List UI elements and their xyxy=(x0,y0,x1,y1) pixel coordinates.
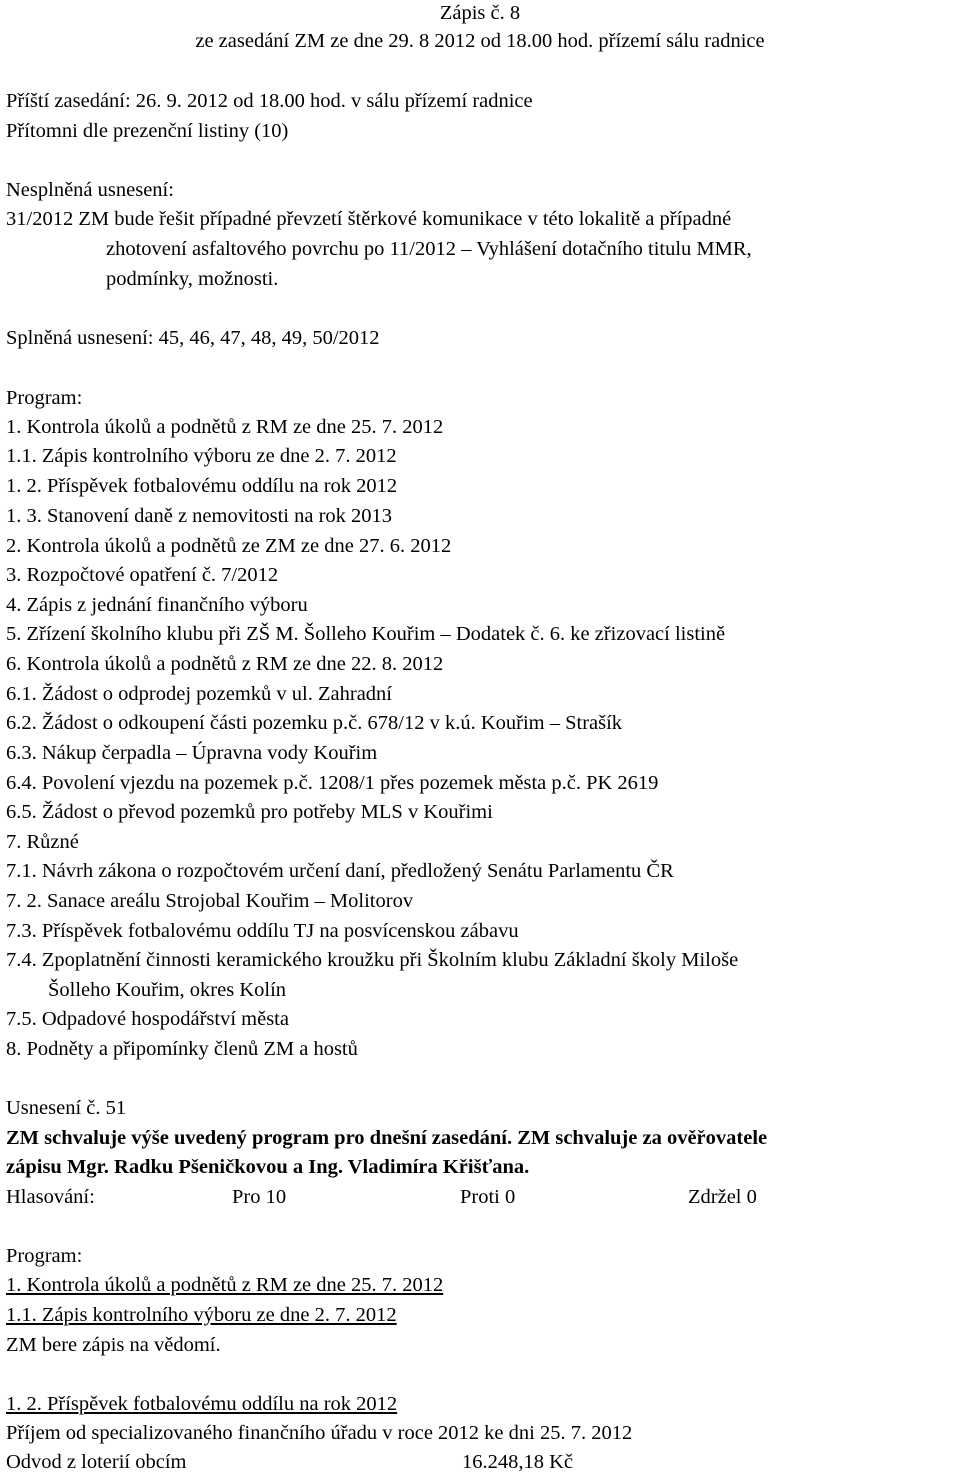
program-item: 2. Kontrola úkolů a podnětů ze ZM ze dne 27. 6. 2012 xyxy=(6,535,452,557)
vote-abstain: Zdržel 0 xyxy=(688,1186,757,1208)
vote-pro: Pro 10 xyxy=(232,1186,287,1208)
program-item: 1. 3. Stanovení daně z nemovitosti na rok 2013 xyxy=(6,505,393,527)
resolution-text: ZM schvaluje výše uvedený program pro dnešní zasedání. ZM schvaluje za ověřovatele xyxy=(6,1127,768,1149)
document-title: Zápis č. 8 xyxy=(439,2,521,24)
program-item-continued: Šolleho Kouřim, okres Kolín xyxy=(48,979,287,1001)
program-item: 6.4. Povolení vjezdu na pozemek p.č. 1208/1 přes pozemek města p.č. PK 2619 xyxy=(6,772,659,794)
program-item: 7.4. Zpoplatnění činnosti keramického kroužku při Školním klubu Základní školy Miloše xyxy=(6,949,739,971)
program2-label: Program: xyxy=(6,1245,83,1267)
unfulfilled-line: 31/2012 ZM bude řešit případné převzetí štěrkové komunikace v této lokalitě a případné xyxy=(6,208,732,230)
program-item: 6.2. Žádost o odkoupení části pozemku p.č. 678/12 v k.ú. Kouřim – Strašík xyxy=(6,712,623,734)
next-meeting: Příští zasedání: 26. 9. 2012 od 18.00 hod. v sálu přízemí radnice xyxy=(6,90,533,112)
program-item: 6.5. Žádost o převod pozemků pro potřeby MLS v Kouřimi xyxy=(6,801,493,823)
program-item: 7.3. Příspěvek fotbalovému oddílu TJ na posvícenskou zábavu xyxy=(6,920,519,942)
program-item: 1. Kontrola úkolů a podnětů z RM ze dne 25. 7. 2012 xyxy=(6,416,444,438)
program-item: 5. Zřízení školního klubu při ZŠ M. Šolleho Kouřim – Dodatek č. 6. ke zřizovací listině xyxy=(6,623,726,645)
program2-item: 1. 2. Příspěvek fotbalovému oddílu na rok 2012 xyxy=(6,1393,398,1415)
resolution-label: Usnesení č. 51 xyxy=(6,1097,127,1119)
program-item: 7.1. Návrh zákona o rozpočtovém určení daní, předložený Senátu Parlamentu ČR xyxy=(6,860,674,882)
program-item: 3. Rozpočtové opatření č. 7/2012 xyxy=(6,564,279,586)
program-item: 7.5. Odpadové hospodářství města xyxy=(6,1008,289,1030)
resolution-text: zápisu Mgr. Radku Pšeničkovou a Ing. Vladimíra Křišťana. xyxy=(6,1156,530,1178)
unfulfilled-line: podmínky, možnosti. xyxy=(106,268,279,290)
program-item: 1. 2. Příspěvek fotbalovému oddílu na rok 2012 xyxy=(6,475,398,497)
program2-note: ZM bere zápis na vědomí. xyxy=(6,1334,221,1356)
lottery-value: 16.248,18 Kč xyxy=(462,1451,574,1473)
vote-label: Hlasování: xyxy=(6,1186,95,1208)
document-subtitle: ze zasedání ZM ze dne 29. 8 2012 od 18.00 hod. přízemí sálu radnice xyxy=(195,30,765,52)
program-item: 7. Různé xyxy=(6,831,79,853)
program-item: 6.3. Nákup čerpadla – Úpravna vody Kouřim xyxy=(6,742,378,764)
program-item: 8. Podněty a připomínky členů ZM a hostů xyxy=(6,1038,358,1060)
program2-item: 1.1. Zápis kontrolního výboru ze dne 2. 7. 2012 xyxy=(6,1304,397,1326)
program-item: 6. Kontrola úkolů a podnětů z RM ze dne 22. 8. 2012 xyxy=(6,653,444,675)
program2-income: Příjem od specializovaného finančního úřadu v roce 2012 ke dni 25. 7. 2012 xyxy=(6,1422,633,1444)
fulfilled-resolutions: Splněná usnesení: 45, 46, 47, 48, 49, 50/2012 xyxy=(6,327,380,349)
program-item: 6.1. Žádost o odprodej pozemků v ul. Zahradní xyxy=(6,683,392,705)
program-item: 1.1. Zápis kontrolního výboru ze dne 2. 7. 2012 xyxy=(6,445,397,467)
program-label: Program: xyxy=(6,387,83,409)
unfulfilled-label: Nesplněná usnesení: xyxy=(6,179,174,201)
program2-item: 1. Kontrola úkolů a podnětů z RM ze dne 25. 7. 2012 xyxy=(6,1274,444,1296)
attendance: Přítomni dle prezenční listiny (10) xyxy=(6,120,289,142)
unfulfilled-line: zhotovení asfaltového povrchu po 11/2012 – Vyhlášení dotačního titulu MMR, xyxy=(106,238,752,260)
lottery-label: Odvod z loterií obcím xyxy=(6,1451,187,1473)
program-item: 4. Zápis z jednání finančního výboru xyxy=(6,594,308,616)
vote-proti: Proti 0 xyxy=(460,1186,516,1208)
program-item: 7. 2. Sanace areálu Strojobal Kouřim – Molitorov xyxy=(6,890,414,912)
